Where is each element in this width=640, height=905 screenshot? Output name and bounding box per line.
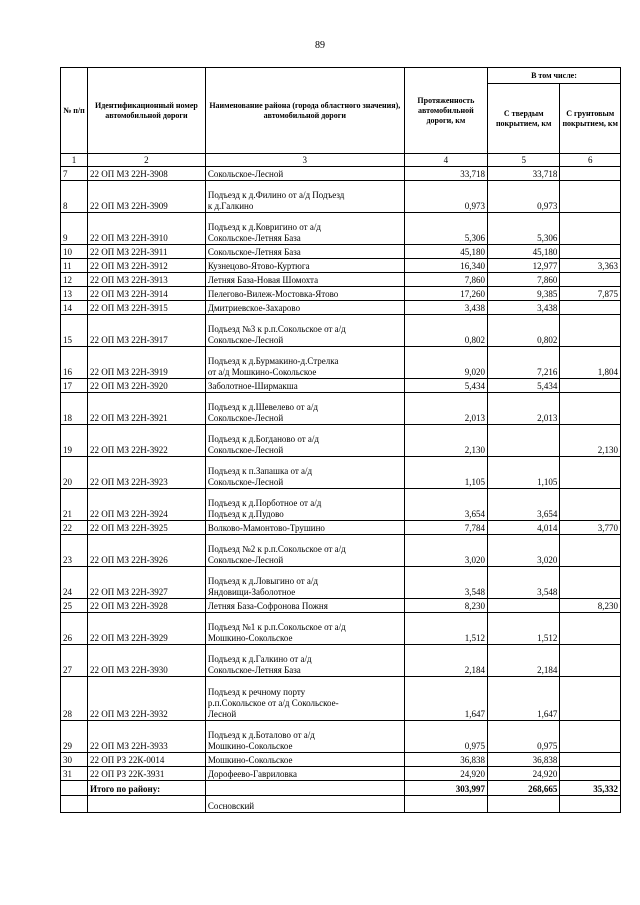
road-hard-surface: 1,647 (487, 677, 559, 721)
table-row (61, 489, 621, 521)
road-length: 7,860 (404, 273, 487, 287)
road-hard-surface: 1,105 (487, 457, 559, 489)
header-soil: С грунтовым покрытием, км (560, 84, 621, 154)
row-number: 25 (61, 599, 88, 613)
road-id: 22 ОП МЗ 22Н-3930 (88, 645, 206, 677)
road-length: 36,838 (404, 753, 487, 767)
road-id: 22 ОП РЗ 22К-3931 (88, 767, 206, 781)
road-length: 3,548 (404, 567, 487, 599)
road-hard-surface: 2,184 (487, 645, 559, 677)
page-number: 89 (315, 40, 325, 51)
road-length: 2,013 (404, 393, 487, 425)
row-number: 22 (61, 521, 88, 535)
road-hard-surface: 24,920 (487, 767, 559, 781)
header-name: Наименование района (города областного значения), автомобильной дороги (205, 68, 404, 154)
road-hard-surface: 0,975 (487, 721, 559, 753)
row-number: 23 (61, 535, 88, 567)
row-number: 21 (61, 489, 88, 521)
district-name: Сосновский (205, 796, 404, 813)
table-row (61, 677, 621, 721)
table-row (61, 301, 621, 315)
road-name: Подъезд к д.Шевелево от а/д Сокольское-Лесной (205, 393, 404, 425)
road-length: 5,306 (404, 213, 487, 245)
col-index: 2 (88, 154, 206, 167)
total-hard: 268,665 (487, 781, 559, 796)
road-name: Летняя База-Софронова Пожня (205, 599, 404, 613)
col-index: 4 (404, 154, 487, 167)
road-name: Заболотное-Ширмакша (205, 379, 404, 393)
road-name: Подъезд №3 к р.п.Сокольское от а/д Сокольское-Лесной (205, 315, 404, 347)
road-soil-surface (560, 181, 621, 213)
col-index: 5 (487, 154, 559, 167)
row-number: 17 (61, 379, 88, 393)
road-name: Подъезд к д.Бурмакино-д.Стрелка от а/д Мошкино-Сокольское (205, 347, 404, 379)
road-soil-surface: 3,363 (560, 259, 621, 273)
district-empty (487, 796, 559, 813)
road-length: 0,802 (404, 315, 487, 347)
road-soil-surface (560, 535, 621, 567)
road-id: 22 ОП МЗ 22Н-3917 (88, 315, 206, 347)
district-empty (404, 796, 487, 813)
road-id: 22 ОП МЗ 22Н-3923 (88, 457, 206, 489)
row-number: 28 (61, 677, 88, 721)
road-hard-surface: 5,306 (487, 213, 559, 245)
road-hard-surface: 3,548 (487, 567, 559, 599)
road-id: 22 ОП МЗ 22Н-3922 (88, 425, 206, 457)
road-name: Дорофеево-Гавриловка (205, 767, 404, 781)
road-length: 7,784 (404, 521, 487, 535)
road-name: Дмитриевское-Захарово (205, 301, 404, 315)
row-number: 14 (61, 301, 88, 315)
table-row (61, 457, 621, 489)
row-number: 13 (61, 287, 88, 301)
road-soil-surface (560, 379, 621, 393)
total-soil: 35,332 (560, 781, 621, 796)
road-length: 16,340 (404, 259, 487, 273)
table-row (61, 393, 621, 425)
district-row (61, 796, 621, 813)
road-hard-surface: 2,013 (487, 393, 559, 425)
road-length: 0,973 (404, 181, 487, 213)
road-name: Сокольское-Лесной (205, 167, 404, 181)
road-name: Подъезд к речному порту р.п.Сокольское от а/д Сокольское- Лесной (205, 677, 404, 721)
row-number: 9 (61, 213, 88, 245)
road-id: 22 ОП МЗ 22Н-3914 (88, 287, 206, 301)
road-hard-surface: 3,438 (487, 301, 559, 315)
road-length: 3,654 (404, 489, 487, 521)
row-number: 29 (61, 721, 88, 753)
road-name: Подъезд к д.Ловыгино от а/д Яндовищи-Заболотное (205, 567, 404, 599)
road-hard-surface (487, 599, 559, 613)
row-number: 30 (61, 753, 88, 767)
road-id: 22 ОП МЗ 22Н-3925 (88, 521, 206, 535)
road-length: 0,975 (404, 721, 487, 753)
col-index: 1 (61, 154, 88, 167)
road-hard-surface: 0,973 (487, 181, 559, 213)
row-number: 18 (61, 393, 88, 425)
road-hard-surface: 3,020 (487, 535, 559, 567)
row-number: 12 (61, 273, 88, 287)
road-id: 22 ОП МЗ 22Н-3926 (88, 535, 206, 567)
table-row (61, 645, 621, 677)
road-hard-surface: 7,860 (487, 273, 559, 287)
road-id: 22 ОП МЗ 22Н-3909 (88, 181, 206, 213)
row-number: 16 (61, 347, 88, 379)
road-id: 22 ОП МЗ 22Н-3913 (88, 273, 206, 287)
road-name: Подъезд к д.Галкино от а/д Сокольское-Летняя База (205, 645, 404, 677)
table-row (61, 567, 621, 599)
row-number: 10 (61, 245, 88, 259)
road-name: Подъезд к п.Запашка от а/д Сокольское-Лесной (205, 457, 404, 489)
road-hard-surface: 3,654 (487, 489, 559, 521)
road-id: 22 ОП МЗ 22Н-3910 (88, 213, 206, 245)
road-name: Подъезд к д.Ковригино от а/д Сокольское-Летняя База (205, 213, 404, 245)
road-hard-surface: 12,977 (487, 259, 559, 273)
total-empty (61, 781, 88, 796)
road-soil-surface (560, 273, 621, 287)
road-soil-surface (560, 567, 621, 599)
road-hard-surface: 5,434 (487, 379, 559, 393)
road-length: 5,434 (404, 379, 487, 393)
road-length: 1,512 (404, 613, 487, 645)
table-row (61, 425, 621, 457)
table-row (61, 721, 621, 753)
road-id: 22 ОП МЗ 22Н-3929 (88, 613, 206, 645)
table-row (61, 767, 621, 781)
road-id: 22 ОП МЗ 22Н-3933 (88, 721, 206, 753)
col-index: 3 (205, 154, 404, 167)
road-soil-surface: 2,130 (560, 425, 621, 457)
road-hard-surface: 4,014 (487, 521, 559, 535)
road-hard-surface: 45,180 (487, 245, 559, 259)
table-row (61, 181, 621, 213)
road-length: 45,180 (404, 245, 487, 259)
road-id: 22 ОП МЗ 22Н-3915 (88, 301, 206, 315)
district-empty (61, 796, 88, 813)
column-index-row (61, 154, 621, 167)
road-name: Подъезд к д.Богданово от а/д Сокольское-Лесной (205, 425, 404, 457)
road-soil-surface (560, 213, 621, 245)
district-empty (88, 796, 206, 813)
road-id: 22 ОП МЗ 22Н-3919 (88, 347, 206, 379)
road-soil-surface (560, 167, 621, 181)
header-hard: С твердым покрытием, км (487, 84, 559, 154)
table-row (61, 599, 621, 613)
road-length: 3,020 (404, 535, 487, 567)
road-id: 22 ОП МЗ 22Н-3928 (88, 599, 206, 613)
road-soil-surface (560, 315, 621, 347)
header-id: Идентификационный номер автомобильной дороги (88, 68, 206, 154)
road-hard-surface: 0,802 (487, 315, 559, 347)
road-id: 22 ОП МЗ 22Н-3911 (88, 245, 206, 259)
col-index: 6 (560, 154, 621, 167)
road-length: 2,184 (404, 645, 487, 677)
road-soil-surface (560, 301, 621, 315)
road-name: Подъезд №2 к р.п.Сокольское от а/д Сокольское-Лесной (205, 535, 404, 567)
road-id: 22 ОП МЗ 22Н-3927 (88, 567, 206, 599)
row-number: 7 (61, 167, 88, 181)
row-number: 27 (61, 645, 88, 677)
table-row (61, 245, 621, 259)
road-name: Кузнецово-Ятово-Куртюга (205, 259, 404, 273)
road-hard-surface: 9,385 (487, 287, 559, 301)
road-name: Сокольское-Летняя База (205, 245, 404, 259)
row-number: 26 (61, 613, 88, 645)
road-id: 22 ОП МЗ 22Н-3921 (88, 393, 206, 425)
road-length: 33,718 (404, 167, 487, 181)
table-row (61, 315, 621, 347)
road-name: Пелегово-Вилеж-Мостовка-Ятово (205, 287, 404, 301)
table-row (61, 347, 621, 379)
road-length: 1,647 (404, 677, 487, 721)
table-row (61, 213, 621, 245)
header-including: В том числе: (487, 68, 620, 84)
road-hard-surface: 7,216 (487, 347, 559, 379)
road-id: 22 ОП МЗ 22Н-3924 (88, 489, 206, 521)
road-soil-surface (560, 753, 621, 767)
road-soil-surface (560, 245, 621, 259)
header-length: Протяженность автомобильной дороги, км (404, 68, 487, 154)
district-empty (560, 796, 621, 813)
road-length: 1,105 (404, 457, 487, 489)
road-soil-surface: 7,875 (560, 287, 621, 301)
road-hard-surface: 1,512 (487, 613, 559, 645)
road-length: 17,260 (404, 287, 487, 301)
table-row (61, 379, 621, 393)
table-row (61, 287, 621, 301)
road-length: 3,438 (404, 301, 487, 315)
road-soil-surface (560, 489, 621, 521)
road-name: Подъезд к д.Боталово от а/д Мошкино-Сокольское (205, 721, 404, 753)
road-name: Мошкино-Сокольское (205, 753, 404, 767)
road-soil-surface: 8,230 (560, 599, 621, 613)
row-number: 31 (61, 767, 88, 781)
road-length: 9,020 (404, 347, 487, 379)
road-hard-surface: 36,838 (487, 753, 559, 767)
row-number: 8 (61, 181, 88, 213)
road-length: 8,230 (404, 599, 487, 613)
table-row (61, 535, 621, 567)
road-id: 22 ОП МЗ 22Н-3908 (88, 167, 206, 181)
road-soil-surface (560, 457, 621, 489)
row-number: 19 (61, 425, 88, 457)
road-id: 22 ОП МЗ 22Н-3912 (88, 259, 206, 273)
road-soil-surface (560, 645, 621, 677)
total-empty (205, 781, 404, 796)
table-row (61, 753, 621, 767)
road-hard-surface: 33,718 (487, 167, 559, 181)
total-row (61, 781, 621, 796)
table-row (61, 273, 621, 287)
row-number: 20 (61, 457, 88, 489)
road-soil-surface (560, 767, 621, 781)
road-length: 24,920 (404, 767, 487, 781)
row-number: 15 (61, 315, 88, 347)
table-row (61, 259, 621, 273)
roads-table (60, 67, 621, 813)
total-length: 303,997 (404, 781, 487, 796)
row-number: 11 (61, 259, 88, 273)
header-num: № п/п (61, 68, 88, 154)
road-name: Подъезд к д.Филино от а/д Подъезд к д.Галкино (205, 181, 404, 213)
road-name: Волково-Мамонтово-Трушино (205, 521, 404, 535)
road-soil-surface (560, 613, 621, 645)
road-id: 22 ОП РЗ 22К-0014 (88, 753, 206, 767)
road-id: 22 ОП МЗ 22Н-3932 (88, 677, 206, 721)
road-id: 22 ОП МЗ 22Н-3920 (88, 379, 206, 393)
table-row (61, 167, 621, 181)
road-name: Подъезд №1 к р.п.Сокольское от а/д Мошкино-Сокольское (205, 613, 404, 645)
row-number: 24 (61, 567, 88, 599)
table-row (61, 521, 621, 535)
road-soil-surface: 1,804 (560, 347, 621, 379)
road-soil-surface (560, 393, 621, 425)
road-soil-surface (560, 721, 621, 753)
road-name: Подъезд к д.Порботное от а/д Подъезд к д.Пудово (205, 489, 404, 521)
road-soil-surface: 3,770 (560, 521, 621, 535)
table-row (61, 613, 621, 645)
road-hard-surface (487, 425, 559, 457)
road-length: 2,130 (404, 425, 487, 457)
road-name: Летняя База-Новая Шомохта (205, 273, 404, 287)
total-label: Итого по району: (88, 781, 206, 796)
road-soil-surface (560, 677, 621, 721)
